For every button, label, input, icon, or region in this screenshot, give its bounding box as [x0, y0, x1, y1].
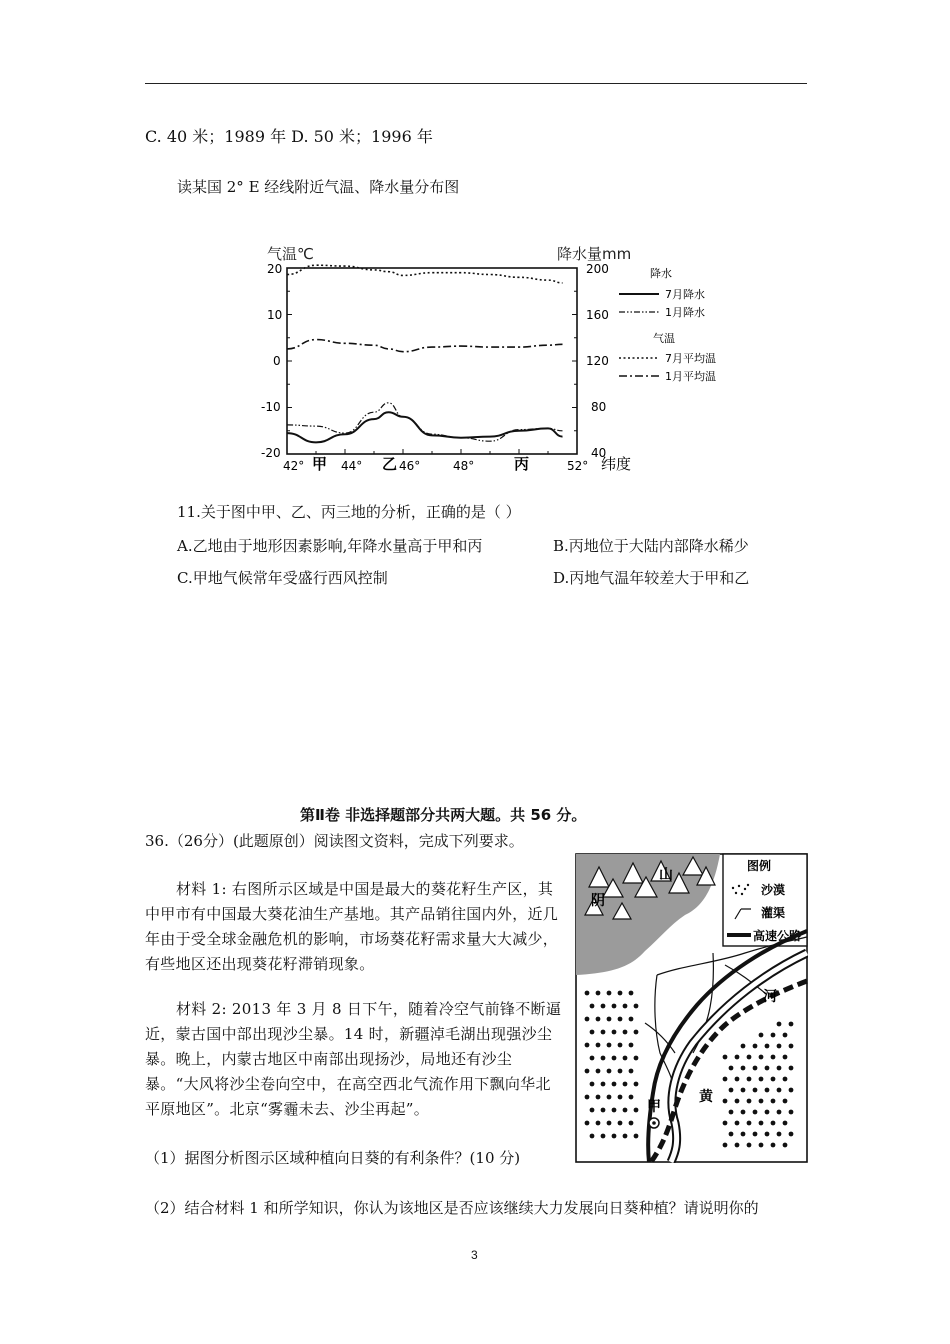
desert-dot — [729, 1132, 734, 1137]
desert-dot — [735, 1077, 740, 1082]
desert-dot — [729, 1110, 734, 1115]
desert-dot — [723, 1077, 728, 1082]
desert-dot — [741, 1110, 746, 1115]
desert-dot — [634, 1004, 639, 1009]
desert-dot — [596, 991, 601, 996]
x-tick-46: 46° — [399, 459, 421, 473]
legend-temp-title: 气温 — [653, 332, 675, 345]
desert-dot — [601, 1030, 606, 1035]
x-tick-42: 42° — [283, 459, 305, 473]
x-tick-44: 44° — [341, 459, 363, 473]
map-legend-title: 图例 — [747, 859, 772, 873]
desert-dot — [623, 1030, 628, 1035]
climate-chart — [255, 238, 735, 478]
desert-dot — [735, 1143, 740, 1148]
right-tick-2: 120 — [586, 354, 609, 368]
q36-intro: 36.（26分）(此题原创）阅读图文资料，完成下列要求。 — [145, 832, 524, 850]
desert-dot — [759, 1099, 764, 1104]
legend-precip-title: 降水 — [650, 267, 672, 280]
map-legend-highway: 高速公路 — [753, 929, 802, 943]
desert-dot — [596, 1095, 601, 1100]
left-axis-label: 气温℃ — [267, 245, 314, 263]
desert-dot — [607, 1095, 612, 1100]
desert-dot — [607, 1017, 612, 1022]
desert-dot — [618, 1121, 623, 1126]
desert-dot — [590, 1108, 595, 1113]
desert-dot — [783, 1143, 788, 1148]
desert-dot — [618, 1095, 623, 1100]
map-label-huang: 黄 — [699, 1089, 713, 1105]
q11-option-c: C.甲地气候常年受盛行西风控制 — [177, 569, 388, 587]
desert-dot — [629, 1017, 634, 1022]
desert-dot — [783, 1055, 788, 1060]
desert-dot — [585, 991, 590, 996]
desert-dot — [623, 1108, 628, 1113]
place-bing: 丙 — [514, 455, 530, 473]
desert-dot — [759, 1033, 764, 1038]
desert-dot — [777, 1066, 782, 1071]
desert-dot — [607, 1121, 612, 1126]
desert-dot — [759, 1143, 764, 1148]
desert-dot — [623, 1004, 628, 1009]
desert-dot — [585, 1043, 590, 1048]
right-tick-0: 200 — [586, 262, 609, 276]
desert-dot — [777, 1132, 782, 1137]
desert-dot — [771, 1121, 776, 1126]
map-label-shan: 山 — [659, 867, 673, 883]
desert-dot — [759, 1121, 764, 1126]
desert-dot — [601, 1108, 606, 1113]
legend-july-precip: 7月降水 — [665, 288, 705, 301]
left-tick-4: -20 — [261, 446, 281, 460]
desert-dot — [723, 1121, 728, 1126]
subquestion-1: （1）据图分析图示区域种植向日葵的有利条件？(10 分) — [145, 1149, 521, 1167]
desert-dot — [629, 1069, 634, 1074]
desert-dot — [590, 1056, 595, 1061]
desert-dot — [629, 1095, 634, 1100]
map-legend-desert: 沙漠 — [761, 883, 786, 897]
desert-dot — [634, 1056, 639, 1061]
right-tick-1: 160 — [586, 308, 609, 322]
desert-dot — [753, 1044, 758, 1049]
desert-dot — [618, 1069, 623, 1074]
material-1: 材料 1: 右图所示区域是中国是最大的葵花籽生产区，其中甲市有中国最大葵花油生产基地。其产品销往国内外，近几年由于受全球金融危机的影响，市场葵花籽需求量大大减少，有些地区还出现葵花籽滞销现象。 — [145, 880, 559, 973]
map-label-yin: 阴 — [591, 893, 605, 909]
desert-dot — [723, 1143, 728, 1148]
desert-dot — [765, 1110, 770, 1115]
left-tick-0: 20 — [267, 262, 283, 276]
desert-dot — [765, 1088, 770, 1093]
left-tick-2: 0 — [273, 354, 281, 368]
section-2-heading: 第Ⅱ卷 非选择题部分共两大题。共 56 分。 — [300, 806, 587, 824]
desert-dot — [777, 1088, 782, 1093]
desert-dot — [601, 1056, 606, 1061]
desert-dot — [634, 1134, 639, 1139]
desert-dot — [777, 1022, 782, 1027]
desert-dot — [607, 1043, 612, 1048]
desert-dot — [585, 1069, 590, 1074]
desert-dot — [741, 1044, 746, 1049]
desert-dot — [623, 1134, 628, 1139]
desert-dot — [596, 1017, 601, 1022]
place-yi: 乙 — [382, 455, 398, 473]
legend-jan-precip: 1月降水 — [665, 306, 705, 319]
desert-dot — [590, 1134, 595, 1139]
desert-dot — [629, 1043, 634, 1048]
map-label-jia: 甲 — [647, 1099, 661, 1115]
desert-dot — [618, 991, 623, 996]
desert-dot — [612, 1134, 617, 1139]
prev-question-options: C. 40 米；1989 年 D. 50 米；1996 年 — [145, 127, 433, 146]
q11-option-b: B.丙地位于大陆内部降水稀少 — [553, 537, 749, 555]
desert-dot — [765, 1132, 770, 1137]
desert-dot — [723, 1055, 728, 1060]
header-rule — [145, 83, 807, 84]
desert-dot — [789, 1022, 794, 1027]
desert-dot — [753, 1088, 758, 1093]
desert-dot — [771, 1033, 776, 1038]
place-jia: 甲 — [312, 455, 328, 473]
desert-dot — [601, 1082, 606, 1087]
desert-dot — [607, 1069, 612, 1074]
map-legend-canal: 灌渠 — [761, 906, 786, 920]
x-tick-48: 48° — [453, 459, 475, 473]
desert-dot — [753, 1110, 758, 1115]
desert-dot — [783, 1121, 788, 1126]
desert-dot — [723, 1099, 728, 1104]
desert-dot — [735, 1055, 740, 1060]
desert-dot — [753, 1066, 758, 1071]
subquestion-2: （2）结合材料 1 和所学知识，你认为该地区是否应该继续大力发展向日葵种植？请说明你的 — [145, 1199, 759, 1217]
desert-dot — [765, 1066, 770, 1071]
desert-dot — [729, 1066, 734, 1071]
desert-dot — [783, 1077, 788, 1082]
desert-dot — [747, 1055, 752, 1060]
desert-dot — [618, 1043, 623, 1048]
desert-dot — [612, 1030, 617, 1035]
right-tick-3: 80 — [591, 400, 607, 414]
desert-dot — [623, 1056, 628, 1061]
q11-option-d: D.丙地气温年较差大于甲和乙 — [553, 569, 750, 587]
desert-dot — [789, 1044, 794, 1049]
desert-dot — [634, 1108, 639, 1113]
desert-dot — [777, 1044, 782, 1049]
desert-dot — [634, 1030, 639, 1035]
desert-dot — [741, 1132, 746, 1137]
legend-jan-temp: 1月平均温 — [665, 370, 716, 383]
x-axis-label: 纬度 — [601, 455, 632, 473]
desert-dot — [607, 991, 612, 996]
desert-dot — [765, 1044, 770, 1049]
desert-dot — [747, 1121, 752, 1126]
desert-dot — [612, 1056, 617, 1061]
right-axis-label: 降水量mm — [557, 245, 632, 263]
desert-dot — [585, 1017, 590, 1022]
page-number: 3 — [471, 1248, 478, 1262]
desert-dot — [634, 1082, 639, 1087]
desert-dot — [747, 1143, 752, 1148]
desert-dot — [771, 1143, 776, 1148]
chart-caption: 读某国 2° E 经线附近气温、降水量分布图 — [177, 178, 460, 196]
desert-dot — [590, 1004, 595, 1009]
desert-dot — [753, 1132, 758, 1137]
region-map — [575, 853, 808, 1163]
desert-dot — [612, 1108, 617, 1113]
desert-dot — [596, 1121, 601, 1126]
desert-dot — [618, 1017, 623, 1022]
right-tick-4: 40 — [591, 446, 607, 460]
desert-dot — [729, 1088, 734, 1093]
desert-dot — [783, 1099, 788, 1104]
desert-dot — [585, 1095, 590, 1100]
desert-dot — [789, 1088, 794, 1093]
left-tick-1: 10 — [267, 308, 283, 322]
desert-dot — [771, 1055, 776, 1060]
desert-dot — [735, 1099, 740, 1104]
desert-dot — [741, 1066, 746, 1071]
material-2: 材料 2: 2013 年 3 月 8 日下午，随着冷空气前锋不断逼近，蒙古国中部出现沙尘暴。14 时，新疆淖毛湖出现强沙尘暴。晚上，内蒙古地区中南部出现扬沙，局地还有沙尘暴。“大风将沙尘卷向空中，在高空西北气流作用下飘向华北平原地区”。北京“雾霾未去、沙尘再起”。 — [145, 1000, 562, 1118]
desert-dot — [759, 1055, 764, 1060]
desert-dot — [623, 1082, 628, 1087]
desert-dot — [777, 1110, 782, 1115]
plot-frame — [287, 268, 577, 454]
desert-dot — [612, 1082, 617, 1087]
q11-option-a: A.乙地由于地形因素影响,年降水量高于甲和丙 — [177, 537, 483, 555]
desert-dot — [612, 1004, 617, 1009]
desert-dot — [601, 1134, 606, 1139]
desert-dot — [789, 1066, 794, 1071]
desert-dot — [590, 1030, 595, 1035]
x-tick-52: 52° — [567, 459, 589, 473]
desert-dot — [747, 1077, 752, 1082]
desert-dot — [783, 1033, 788, 1038]
legend-july-temp: 7月平均温 — [665, 352, 716, 365]
desert-dot — [629, 1121, 634, 1126]
desert-dot — [596, 1043, 601, 1048]
series-line-0 — [287, 412, 563, 442]
desert-dot — [735, 1121, 740, 1126]
left-tick-3: -10 — [261, 400, 281, 414]
series-line-3 — [287, 340, 563, 352]
desert-dot — [601, 1004, 606, 1009]
desert-dot — [771, 1099, 776, 1104]
desert-dot — [585, 1121, 590, 1126]
desert-dot — [789, 1132, 794, 1137]
desert-dot — [590, 1082, 595, 1087]
desert-dot — [629, 991, 634, 996]
desert-dot — [759, 1077, 764, 1082]
desert-dot — [747, 1099, 752, 1104]
desert-dot — [789, 1110, 794, 1115]
desert-dot — [771, 1077, 776, 1082]
q11-stem: 11.关于图中甲、乙、丙三地的分析，正确的是（ ） — [177, 503, 521, 521]
desert-dot — [741, 1088, 746, 1093]
desert-dot — [596, 1069, 601, 1074]
series-line-1 — [287, 403, 563, 441]
map-label-he: 河 — [763, 989, 777, 1005]
